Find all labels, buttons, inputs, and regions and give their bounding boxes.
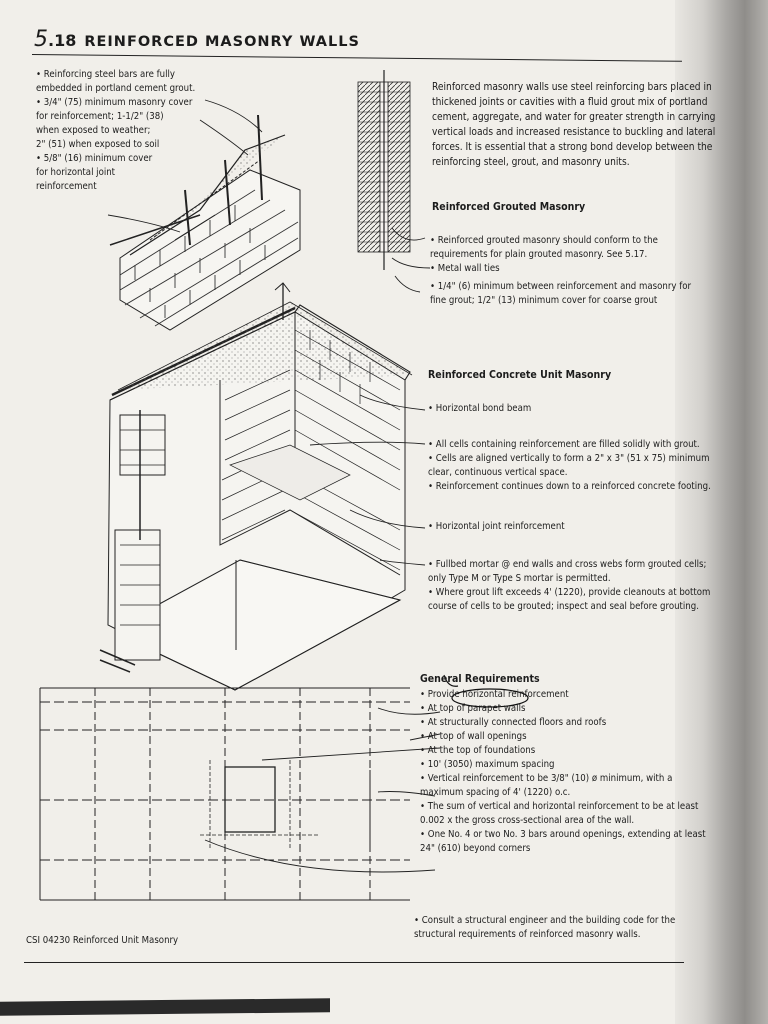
grouted-heading: Reinforced Grouted Masonry: [432, 200, 586, 213]
csi-footer: CSI 04230 Reinforced Unit Masonry: [26, 935, 179, 946]
wall-elevation-diagram: [40, 688, 410, 900]
general-notes: • Provide horizontal reinforcement • At top of parapet walls • At structurally connected floors and roofs • At top of wall openings • At the top of foundations • 10' (3050) maximum spacing • Vertical reinforcement to be 3/8" (10) ø minimum, with a maximum spacing of 4' (1220) o.c. • The sum of vertical and horizontal reinforcement to be at least 0.002 x the gross cross-sectional area of the wall. • One No. 4 or two No. 3 bars around openings, extending at least 24" (610) beyond corners: [420, 689, 706, 854]
intro-paragraph: Reinforced masonry walls use steel reinforcing bars placed in thickened joints or cavities with a fluid grout mix of portland cement, aggregate, and water for greater strength in carrying vertical loads and increased resistance to buckling and lateral forces. It is essential that a strong bond develop between the reinforcing steel, grout, and masonry units.: [432, 81, 716, 168]
section-number: 5: [34, 27, 48, 52]
section-sub-number: 18: [54, 31, 77, 50]
bond-beam-note: • Horizontal bond beam: [428, 403, 532, 414]
general-heading: General Requirements: [420, 672, 540, 685]
cmu-heading: Reinforced Concrete Unit Masonry: [428, 368, 612, 381]
grouted-masonry-section: [358, 70, 410, 270]
wall-notes: • Reinforcing steel bars are fully embedded in portland cement grout. • 3/4" (75) minimum masonry cover for reinforcement; 1-1/2" (38) when exposed to weather; 2" (51) when exposed to soil • 5/8" (16) minimum cover for horizontal joint reinforcement: [36, 69, 196, 192]
joint-reinforcement-note: • Horizontal joint reinforcement: [428, 521, 565, 532]
cmu-wall-illustration: [100, 283, 412, 690]
grouted-notes: • Reinforced grouted masonry should conform to the requirements for plain grouted masonry. See 5.17. • Metal wall ties • 1/4" (6) minimum between reinforcement and masonry for fine grout; 1/2" (13) minimum cover for coarse grout: [430, 235, 692, 306]
section-title: REINFORCED MASONRY WALLS: [84, 34, 360, 50]
cells-notes: • All cells containing reinforcement are filled solidly with grout. • Cells are aligned vertically to form a 2" x 3" (51 x 75) minimum clear, continuous vertical space. • Reinforcement continues down to a reinforced concrete footing.: [428, 439, 711, 492]
page-heading: 5.18 REINFORCED MASONRY WALLS: [34, 27, 360, 52]
footer-rule: [24, 962, 684, 963]
consult-note: • Consult a structural engineer and the building code for the structural requirements of reinforced masonry walls.: [414, 915, 676, 940]
mortar-notes: • Fullbed mortar @ end walls and cross webs form grouted cells; only Type M or Type S mortar is permitted. • Where grout lift exceeds 4' (1220), provide cleanouts at bottom course of cells to be grouted; inspect and seal before grouting.: [428, 559, 711, 612]
